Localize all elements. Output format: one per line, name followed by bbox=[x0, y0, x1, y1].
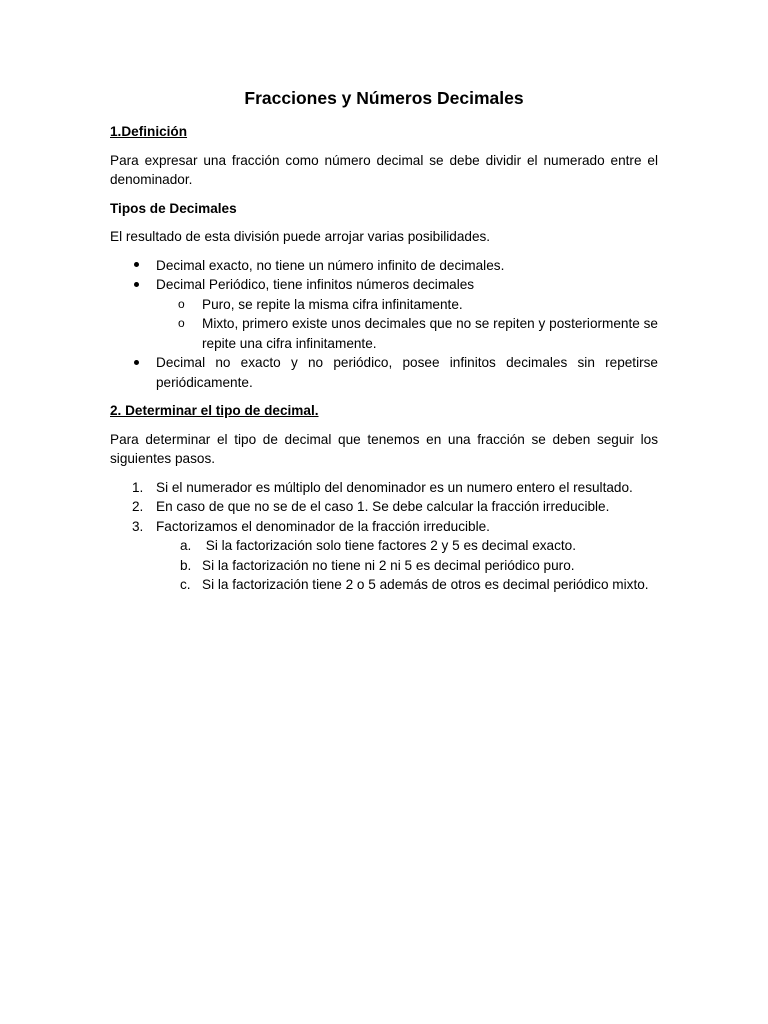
bullet-icon bbox=[130, 275, 142, 295]
factorization-cases-list bbox=[156, 536, 658, 595]
section-2-paragraph: Para determinar el tipo de decimal que tenemos en una fracción se deben seguir los siguientes pasos. bbox=[110, 431, 658, 466]
list-item bbox=[156, 295, 658, 315]
list-item-text: Decimal exacto, no tiene un número infinito de decimales. bbox=[156, 257, 505, 273]
list-item-text: Puro, se repite la misma cifra infinitamente. bbox=[202, 296, 463, 312]
section-1-paragraph: Para expresar una fracción como número decimal se debe dividir el numerado entre el denominador. bbox=[110, 152, 658, 187]
list-item bbox=[110, 256, 658, 276]
document-title: Fracciones y Números Decimales bbox=[244, 88, 524, 108]
decimal-types-list bbox=[110, 256, 658, 393]
types-heading: Tipos de Decimales bbox=[110, 200, 237, 216]
bullet-icon bbox=[130, 256, 142, 276]
list-item bbox=[110, 497, 658, 517]
list-letter: a. bbox=[180, 538, 192, 553]
steps-list bbox=[110, 478, 658, 595]
list-item bbox=[110, 478, 658, 498]
list-number: 3. bbox=[132, 518, 144, 534]
list-item-text: Mixto, primero existe unos decimales que no se repiten y posteriormente se repite una cifra infinitamente. bbox=[202, 316, 658, 351]
list-item-text: Si el numerador es múltiplo del denominador es un numero entero el resultado. bbox=[156, 479, 633, 495]
periodic-subtypes-list bbox=[156, 295, 658, 354]
list-item-text: En caso de que no se de el caso 1. Se debe calcular la fracción irreducible. bbox=[156, 499, 610, 514]
bullet-icon bbox=[130, 353, 142, 373]
list-item-text: Si la factorización no tiene ni 2 ni 5 es decimal periódico puro. bbox=[202, 557, 575, 573]
list-item bbox=[156, 314, 658, 353]
list-item-text: Si la factorización solo tiene factores 2 y 5 es decimal exacto. bbox=[202, 538, 577, 553]
list-item-text: Decimal Periódico, tiene infinitos números decimales bbox=[156, 277, 475, 292]
document-page bbox=[110, 86, 658, 595]
list-letter: b. bbox=[180, 557, 192, 573]
list-item bbox=[110, 275, 658, 353]
list-letter: c. bbox=[180, 577, 191, 592]
list-item bbox=[110, 353, 658, 392]
section-2-heading: 2. Determinar el tipo de decimal. bbox=[110, 403, 319, 418]
list-item-text: Factorizamos el denominador de la fracción irreducible. bbox=[156, 518, 490, 534]
list-number: 2. bbox=[132, 499, 144, 514]
list-item bbox=[156, 556, 658, 576]
list-item bbox=[156, 575, 658, 595]
list-number: 1. bbox=[132, 479, 144, 495]
list-item bbox=[110, 517, 658, 595]
circle-bullet-icon: o bbox=[178, 316, 185, 330]
section-1-heading: 1.Definición bbox=[110, 124, 188, 139]
circle-bullet-icon: o bbox=[178, 296, 185, 311]
list-item-text: Decimal no exacto y no periódico, posee infinitos decimales sin repetirse periódicamente. bbox=[156, 355, 658, 390]
types-intro: El resultado de esta división puede arrojar varias posibilidades. bbox=[110, 229, 491, 244]
list-item bbox=[156, 536, 658, 556]
list-item-text: Si la factorización tiene 2 o 5 además de otros es decimal periódico mixto. bbox=[202, 577, 649, 592]
